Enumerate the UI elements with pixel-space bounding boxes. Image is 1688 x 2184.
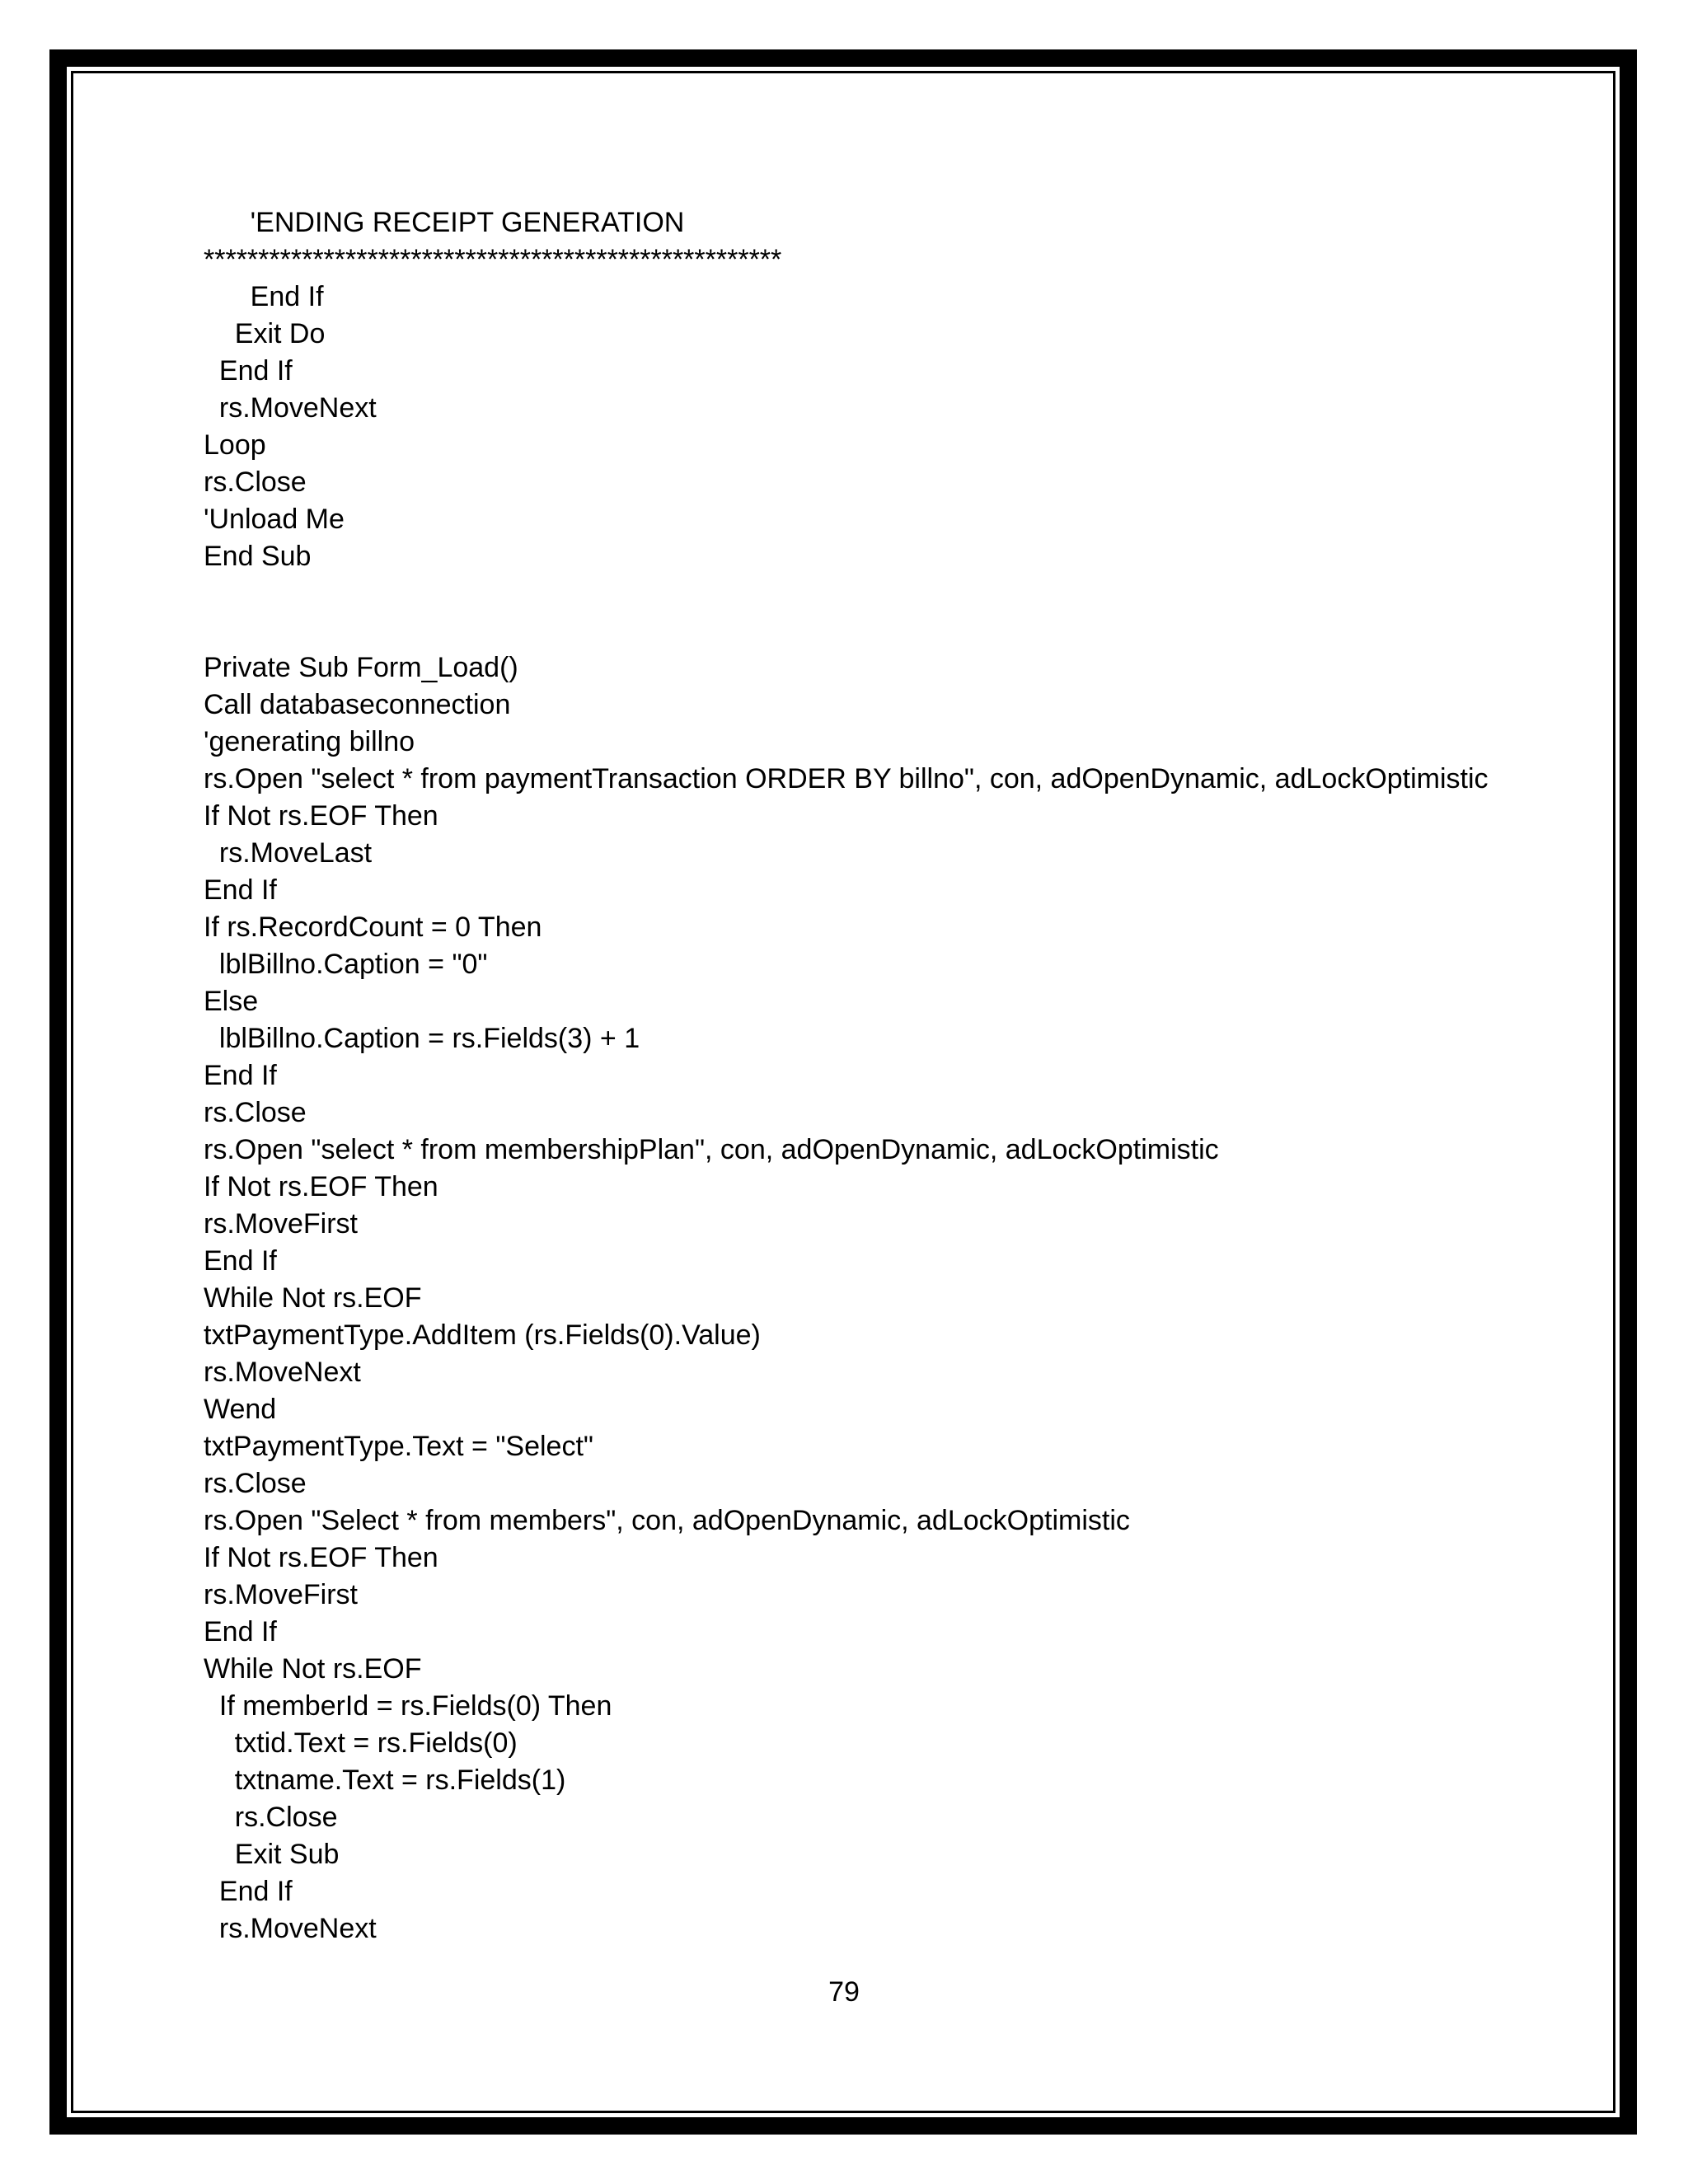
code-line: Loop xyxy=(204,429,266,461)
code-line: lblBillno.Caption = "0" xyxy=(204,949,488,980)
code-line: If rs.RecordCount = 0 Then xyxy=(204,912,542,943)
code-line: rs.MoveLast xyxy=(204,837,373,869)
code-line: 'generating billno xyxy=(204,726,415,757)
code-line: End If xyxy=(204,355,293,387)
code-line: rs.MoveNext xyxy=(204,1913,377,1944)
code-line: End If xyxy=(204,1060,277,1091)
code-line: rs.Open "select * from membershipPlan", con, adOpenDynamic, adLockOptimistic xyxy=(204,1134,1219,1165)
code-line: lblBillno.Caption = rs.Fields(3) + 1 xyxy=(204,1023,640,1054)
code-line xyxy=(204,612,1539,649)
code-line: rs.MoveFirst xyxy=(204,1208,358,1240)
code-line: End If xyxy=(204,281,324,312)
code-line: 'Unload Me xyxy=(204,504,345,535)
code-line: While Not rs.EOF xyxy=(204,1653,422,1685)
code-line: txtPaymentType.AddItem (rs.Fields(0).Value) xyxy=(204,1319,761,1351)
code-line: End If xyxy=(204,874,277,906)
code-line: Else xyxy=(204,986,259,1017)
code-line: If Not rs.EOF Then xyxy=(204,1542,438,1573)
code-line: txtPaymentType.Text = "Select" xyxy=(204,1431,593,1462)
code-line: End If xyxy=(204,1876,293,1907)
code-line: rs.Close xyxy=(204,1802,338,1833)
code-line: End If xyxy=(204,1616,277,1647)
code-line: 'ENDING RECEIPT GENERATION xyxy=(204,207,685,238)
code-line: rs.Open "select * from paymentTransaction ORDER BY billno", con, adOpenDynamic, adLockOptimistic xyxy=(204,763,1489,794)
code-line: txtname.Text = rs.Fields(1) xyxy=(204,1765,566,1796)
code-line: While Not rs.EOF xyxy=(204,1282,422,1314)
code-line: rs.MoveFirst xyxy=(204,1579,358,1610)
code-line: rs.Close xyxy=(204,1097,307,1128)
code-line: End If xyxy=(204,1245,277,1277)
code-line: rs.MoveNext xyxy=(204,392,377,424)
code-listing xyxy=(204,204,1539,1947)
code-line: Private Sub Form_Load() xyxy=(204,652,518,683)
code-line: End Sub xyxy=(204,541,312,572)
code-line: ***************************************************** xyxy=(204,244,782,275)
code-line xyxy=(204,575,1539,612)
page-number: 79 xyxy=(828,1976,860,2008)
code-line: rs.MoveNext xyxy=(204,1357,361,1388)
code-line: Exit Do xyxy=(204,318,326,349)
code-line: If Not rs.EOF Then xyxy=(204,1171,438,1202)
code-line: rs.Close xyxy=(204,1468,307,1499)
code-line: If Not rs.EOF Then xyxy=(204,800,438,832)
code-line: Wend xyxy=(204,1394,277,1425)
code-line: If memberId = rs.Fields(0) Then xyxy=(204,1690,612,1722)
code-line: rs.Close xyxy=(204,466,307,498)
code-line: txtid.Text = rs.Fields(0) xyxy=(204,1727,518,1759)
code-line: Exit Sub xyxy=(204,1839,340,1870)
code-line: rs.Open "Select * from members", con, adOpenDynamic, adLockOptimistic xyxy=(204,1505,1130,1536)
code-line: Call databaseconnection xyxy=(204,689,511,720)
